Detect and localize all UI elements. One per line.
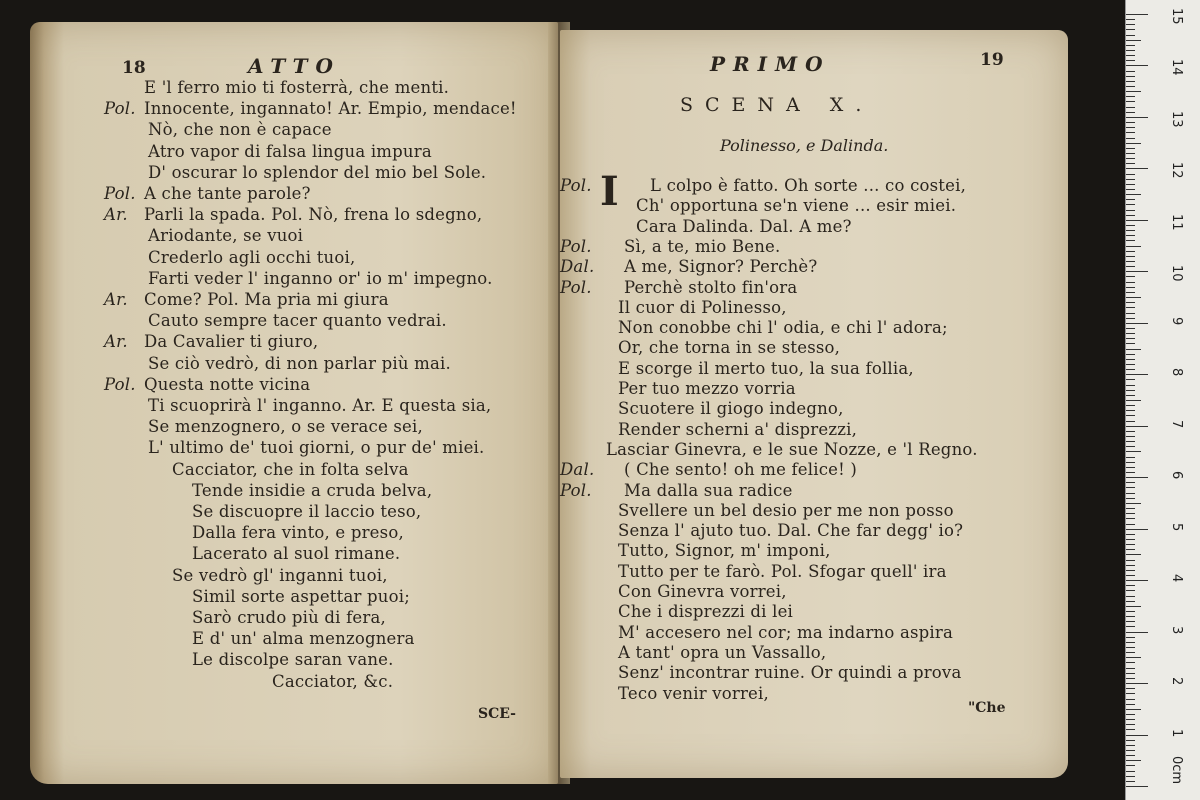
ruler-tick [1126, 117, 1148, 118]
line-text: Svellere un bel desio per me non posso [618, 500, 954, 520]
ruler-tick [1126, 534, 1135, 535]
ruler-tick [1126, 282, 1135, 283]
ruler-tick [1126, 328, 1135, 329]
ruler-tick [1126, 127, 1135, 128]
line-text: Le discolpe saran vane. [192, 650, 394, 670]
line-text: Ariodante, se vuoi [148, 226, 304, 246]
ruler-tick [1126, 451, 1141, 452]
ruler-tick [1126, 354, 1135, 355]
line-text: Cacciator, &c. [272, 671, 394, 691]
ruler-tick [1126, 168, 1148, 169]
line-text: Nò, che non è capace [148, 120, 332, 140]
ruler-tick [1126, 184, 1135, 185]
line-text: Crederlo agli occhi tuoi, [148, 247, 356, 267]
ruler-tick [1126, 601, 1135, 602]
line-text: Tende insidie a cruda belva, [192, 480, 433, 500]
ruler-tick [1126, 14, 1148, 15]
line-text: Ti scuoprirà l' inganno. Ar. E questa sia, [148, 396, 492, 415]
speaker-label: Ar. [104, 205, 128, 225]
line-text: Sì, a te, mio Bene. [624, 236, 781, 256]
ruler-tick [1126, 101, 1135, 102]
ruler-tick [1126, 498, 1135, 499]
ruler-tick [1126, 616, 1135, 617]
ruler-tick [1126, 364, 1135, 365]
ruler-tick [1126, 750, 1135, 751]
ruler-tick [1126, 606, 1141, 607]
speaker-label: Pol. [560, 277, 592, 297]
ruler-tick [1126, 745, 1135, 746]
ruler-tick [1126, 122, 1135, 123]
ruler-tick [1126, 323, 1148, 324]
ruler-tick [1126, 107, 1135, 108]
ruler-tick [1126, 379, 1135, 380]
ruler-tick [1126, 482, 1135, 483]
ruler-tick [1126, 642, 1135, 643]
line-text: Teco venir vorrei, [618, 683, 769, 703]
line-text: Ch' opportuna se'n viene ... esir miei. [636, 196, 957, 216]
ruler-tick [1126, 596, 1135, 597]
ruler-tick [1126, 565, 1135, 566]
ruler-label: 0cm [1169, 756, 1184, 785]
ruler-tick [1126, 421, 1135, 422]
line-text: Parli la spada. Pol. Nò, frena lo sdegno, [144, 205, 483, 225]
ruler-tick [1126, 621, 1135, 622]
ruler-tick [1126, 657, 1141, 658]
ruler-tick [1126, 287, 1135, 288]
ruler-tick [1126, 560, 1135, 561]
ruler-tick [1126, 714, 1135, 715]
ruler-tick [1126, 138, 1135, 139]
line-text: Che i disprezzi di lei [618, 602, 794, 622]
ruler-tick [1126, 261, 1135, 262]
ruler-tick [1126, 410, 1135, 411]
ruler-label: 5 [1169, 522, 1184, 531]
line-text: Perchè stolto fin'ora [624, 277, 798, 297]
line-text: A tant' opra un Vassallo, [618, 642, 827, 662]
page-number-left: 18 [122, 58, 146, 78]
ruler-tick [1126, 503, 1141, 504]
ruler-label: 9 [1169, 316, 1184, 326]
ruler-tick [1126, 81, 1135, 82]
ruler-tick [1126, 230, 1135, 231]
ruler-tick [1126, 590, 1135, 591]
ruler-tick [1126, 776, 1135, 777]
ruler-tick [1126, 189, 1135, 190]
line-text: Senza l' ajuto tuo. Dal. Che far degg' io? [618, 521, 964, 541]
line-text: Da Cavalier ti giuro, [144, 332, 319, 352]
ruler-tick [1126, 256, 1135, 257]
ruler-tick [1126, 446, 1135, 447]
ruler-tick [1126, 400, 1141, 401]
ruler-tick [1126, 96, 1135, 97]
ruler-tick [1126, 652, 1135, 653]
page-number-right: 19 [980, 50, 1004, 70]
ruler-tick [1126, 29, 1135, 30]
line-text: Or, che torna in se stesso, [618, 338, 841, 358]
measuring-ruler [1125, 0, 1200, 800]
ruler-label: 11 [1169, 213, 1184, 231]
speaker-label: Pol. [560, 236, 592, 256]
ruler-tick [1126, 554, 1141, 555]
ruler-tick [1126, 179, 1135, 180]
ruler-tick [1126, 60, 1135, 61]
ruler-tick [1126, 266, 1135, 267]
ruler-tick [1126, 729, 1135, 730]
ruler-label: 15 [1169, 8, 1184, 25]
speaker-label: Pol. [104, 184, 136, 203]
speaker-label: Dal. [560, 460, 595, 480]
ruler-tick [1126, 415, 1135, 416]
ruler-tick [1126, 246, 1141, 247]
ruler-tick [1126, 662, 1135, 663]
ruler-tick [1126, 405, 1135, 406]
ruler-label: 10 [1169, 265, 1184, 282]
line-text: Innocente, ingannato! Ar. Empio, mendace! [144, 99, 517, 119]
line-text: Render scherni a' disprezzi, [618, 419, 858, 439]
ruler-tick [1126, 112, 1135, 113]
ruler-tick [1126, 276, 1135, 277]
line-text: Simil sorte aspettar puoi; [192, 586, 410, 606]
catchword-left: SCE- [478, 706, 516, 722]
ruler-tick [1126, 204, 1135, 205]
ruler-tick [1126, 544, 1135, 545]
drop-cap: I [600, 168, 619, 215]
ruler-tick [1126, 524, 1135, 525]
ruler-tick [1126, 760, 1141, 761]
line-text: Se vedrò gl' inganni tuoi, [172, 565, 388, 585]
ruler-tick [1126, 50, 1135, 51]
line-text: Tutto per te farò. Pol. Sfogar quell' ira [618, 561, 947, 581]
speaker-label: Dal. [560, 257, 595, 277]
ruler-tick [1126, 19, 1135, 20]
line-text: L colpo è fatto. Oh sorte ... co costei, [650, 176, 967, 195]
ruler-label: 13 [1169, 110, 1184, 128]
ruler-tick [1126, 632, 1148, 633]
ruler-tick [1126, 220, 1148, 221]
ruler-tick [1126, 390, 1135, 391]
line-text: Atro vapor di falsa lingua impura [148, 141, 432, 161]
ruler-tick [1126, 436, 1135, 437]
right-page [560, 30, 1068, 778]
ruler-tick [1126, 210, 1135, 211]
ruler-tick [1126, 225, 1135, 226]
ruler-tick [1126, 24, 1135, 25]
ruler-tick [1126, 462, 1135, 463]
ruler-tick [1126, 493, 1135, 494]
ruler-tick [1126, 359, 1135, 360]
line-text: E scorge il merto tuo, la sua follia, [618, 358, 914, 378]
ruler-label: 7 [1169, 419, 1184, 428]
line-text: Per tuo mezzo vorria [618, 379, 796, 398]
line-text: Questa notte vicina [144, 374, 311, 394]
ruler-tick [1126, 549, 1135, 550]
line-text: L' ultimo de' tuoi giorni, o pur de' miei. [148, 438, 485, 458]
line-text: Senz' incontrar ruine. Or quindi a prova [618, 663, 962, 683]
ruler-tick [1126, 132, 1135, 133]
ruler-tick [1126, 626, 1135, 627]
line-text: Tutto, Signor, m' imponi, [618, 541, 831, 561]
ruler-tick [1126, 385, 1135, 386]
ruler-tick [1126, 86, 1135, 87]
ruler-tick [1126, 518, 1135, 519]
ruler-tick [1126, 343, 1135, 344]
line-text: Sarò crudo più di fera, [192, 608, 386, 627]
ruler-tick [1126, 472, 1135, 473]
catchword-right: "Che [968, 700, 1006, 716]
ruler-tick [1126, 477, 1148, 478]
ruler-tick [1126, 143, 1141, 144]
ruler-tick [1126, 292, 1135, 293]
line-text: A me, Signor? Perchè? [624, 257, 818, 277]
ruler-tick [1126, 709, 1141, 710]
ruler-tick [1126, 55, 1135, 56]
line-text: D' oscurar lo splendor del mio bel Sole. [148, 162, 487, 182]
ruler-tick [1126, 271, 1148, 272]
ruler-tick [1126, 65, 1148, 66]
ruler-tick [1126, 148, 1135, 149]
ruler-tick [1126, 570, 1135, 571]
speaker-label: Pol. [560, 480, 592, 500]
left-page [30, 22, 558, 784]
ruler-tick [1126, 765, 1135, 766]
line-text: Cauto sempre tacer quanto vedrai. [148, 311, 447, 331]
speaker-label: Pol. [104, 99, 136, 119]
scene-heading: SCENA X. [680, 94, 874, 116]
ruler-tick [1126, 668, 1135, 669]
ruler-tick [1126, 781, 1135, 782]
ruler-tick [1126, 307, 1135, 308]
ruler-tick [1126, 693, 1135, 694]
ruler-tick [1126, 71, 1135, 72]
line-text: Se menzognero, o se verace sei, [148, 417, 423, 437]
ruler-tick [1126, 251, 1135, 252]
ruler-tick [1126, 333, 1135, 334]
speaker-label: Pol. [104, 374, 136, 394]
speaker-label: Pol. [560, 176, 592, 195]
line-text: Farti veder l' inganno or' io m' impegno. [148, 268, 493, 288]
ruler-label: 4 [1169, 574, 1184, 583]
ruler-tick [1126, 673, 1135, 674]
ruler-tick [1126, 374, 1148, 375]
ruler-tick [1126, 318, 1135, 319]
ruler-tick [1126, 91, 1141, 92]
ruler-label: 14 [1169, 59, 1184, 76]
ruler-tick [1126, 735, 1148, 736]
ruler-tick [1126, 771, 1135, 772]
ruler-tick [1126, 539, 1135, 540]
line-text: E d' un' alma menzognera [192, 629, 415, 649]
ruler-tick [1126, 297, 1141, 298]
ruler-tick [1126, 529, 1148, 530]
line-text: E 'l ferro mio ti fosterrà, che menti. [144, 78, 450, 97]
ruler-tick [1126, 611, 1135, 612]
open-book [30, 22, 1080, 784]
ruler-tick [1126, 719, 1135, 720]
line-text: Dalla fera vinto, e preso, [192, 523, 404, 543]
line-text: Con Ginevra vorrei, [618, 582, 787, 601]
line-text: Cara Dalinda. Dal. A me? [636, 216, 852, 236]
line-text: Cacciator, che in folta selva [172, 459, 409, 479]
ruler-tick [1126, 457, 1135, 458]
ruler-tick [1126, 580, 1148, 581]
line-text: Come? Pol. Ma pria mi giura [144, 290, 389, 309]
running-header-right: PRIMO [710, 52, 831, 76]
line-text: Lacerato al suol rimane. [192, 544, 401, 564]
ruler-label: 12 [1169, 162, 1184, 179]
ruler-tick [1126, 395, 1135, 396]
line-text: ( Che sento! oh me felice! ) [624, 460, 858, 480]
ruler-tick [1126, 174, 1135, 175]
ruler-tick [1126, 513, 1135, 514]
line-text: Se discuopre il laccio teso, [192, 502, 422, 521]
ruler-tick [1126, 683, 1148, 684]
line-text: Non conobbe chi l' odia, e chi l' adora; [618, 318, 948, 338]
ruler-tick [1126, 194, 1141, 195]
ruler-tick [1126, 699, 1135, 700]
ruler-tick [1126, 647, 1135, 648]
ruler-tick [1126, 338, 1135, 339]
ruler-tick [1126, 704, 1135, 705]
ruler-tick [1126, 235, 1135, 236]
ruler-label: 1 [1169, 728, 1184, 737]
ruler-tick [1126, 163, 1135, 164]
ruler-tick [1126, 76, 1135, 77]
scene-characters: Polinesso, e Dalinda. [720, 136, 889, 155]
ruler-tick [1126, 302, 1135, 303]
ruler-tick [1126, 740, 1135, 741]
ruler-tick [1126, 441, 1135, 442]
ruler-tick [1126, 349, 1141, 350]
ruler-tick [1126, 508, 1135, 509]
ruler-tick [1126, 431, 1135, 432]
ruler-tick [1126, 755, 1135, 756]
ruler-tick [1126, 724, 1135, 725]
ruler-tick [1126, 637, 1135, 638]
ruler-tick [1126, 153, 1135, 154]
ruler-tick [1126, 215, 1135, 216]
line-text: Il cuor di Polinesso, [618, 297, 787, 317]
speaker-label: Ar. [104, 290, 128, 309]
ruler-label: 3 [1169, 625, 1184, 634]
ruler-tick [1126, 688, 1135, 689]
ruler-tick [1126, 487, 1135, 488]
ruler-tick [1126, 786, 1148, 787]
line-text: M' accesero nel cor; ma indarno aspira [618, 622, 954, 642]
ruler-tick [1126, 369, 1135, 370]
ruler-tick [1126, 40, 1141, 41]
ruler-label: 2 [1169, 677, 1184, 686]
ruler-label: 8 [1169, 368, 1184, 377]
ruler-tick [1126, 45, 1135, 46]
ruler-tick [1126, 240, 1135, 241]
running-header-left: ATTO [248, 54, 341, 78]
ruler-tick [1126, 467, 1135, 468]
ruler-label: 6 [1169, 471, 1184, 480]
ruler-tick [1126, 35, 1135, 36]
ruler-tick [1126, 199, 1135, 200]
ruler-tick [1126, 585, 1135, 586]
speaker-label: Ar. [104, 332, 128, 352]
line-text: Ma dalla sua radice [624, 480, 793, 500]
ruler-tick [1126, 313, 1135, 314]
ruler-tick [1126, 426, 1148, 427]
line-text: Scuotere il giogo indegno, [618, 399, 844, 419]
ruler-tick [1126, 575, 1135, 576]
line-text: A che tante parole? [144, 184, 311, 203]
line-text: Se ciò vedrò, di non parlar più mai. [148, 353, 451, 373]
line-text: Lasciar Ginevra, e le sue Nozze, e 'l Regno. [606, 439, 978, 459]
ruler-tick [1126, 678, 1135, 679]
ruler-tick [1126, 158, 1135, 159]
